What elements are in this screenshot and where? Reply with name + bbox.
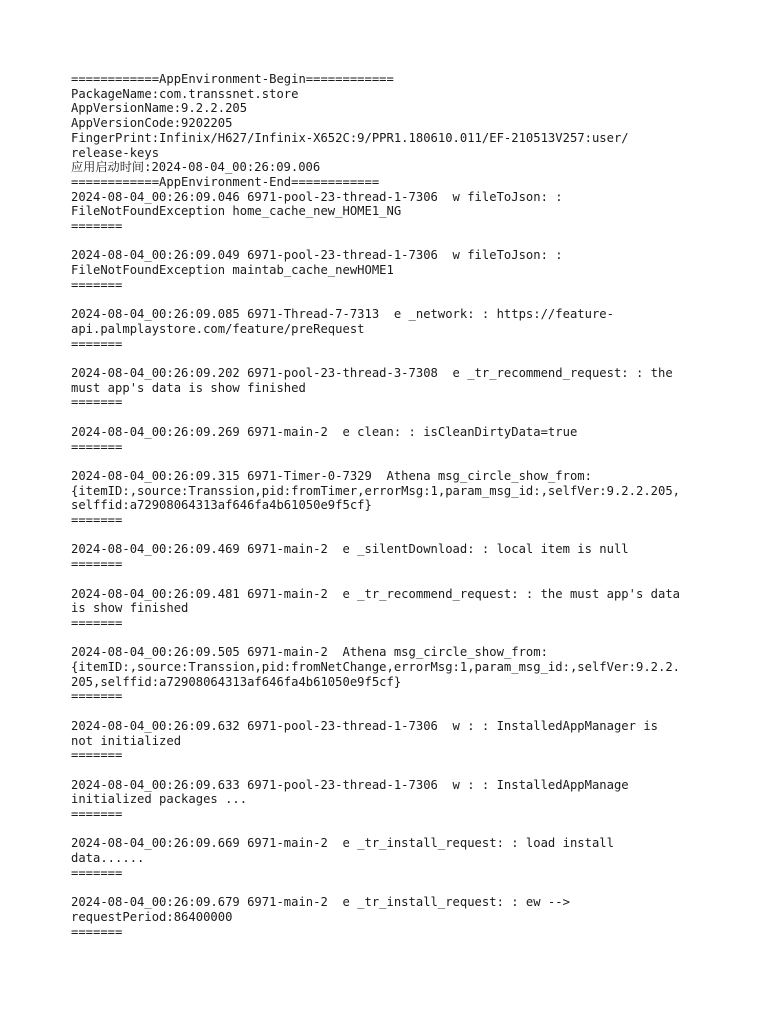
log-line: FingerPrint:Infinix/H627/Infinix-X652C:9/PPR1.180610.011/EF-210513V257:user/: [71, 130, 629, 145]
log-line: =======: [71, 219, 123, 234]
log-line: 2024-08-04_00:26:09.505 6971-main-2 Athena msg_circle_show_from:: [71, 645, 548, 660]
log-line: =======: [71, 748, 123, 763]
log-line: PackageName:com.transsnet.store: [71, 86, 299, 101]
log-line: [71, 631, 721, 646]
log-line: 应用启动时间:2024-08-04_00:26:09.006: [71, 160, 321, 175]
log-line: not initialized: [71, 733, 182, 748]
log-line: 2024-08-04_00:26:09.085 6971-Thread-7-7313 e _network: : https://feature-: [71, 307, 614, 322]
log-line: {itemID:,source:Transsion,pid:fromTimer,errorMsg:1,param_msg_id:,selfVer:9.2.2.205,: [71, 483, 681, 498]
log-line: [71, 881, 721, 896]
log-line: 2024-08-04_00:26:09.669 6971-main-2 e _tr_install_request: : load install: [71, 836, 614, 851]
log-line: {itemID:,source:Transsion,pid:fromNetChange,errorMsg:1,param_msg_id:,selfVer:9.2.2.: [71, 660, 681, 674]
log-line: 2024-08-04_00:26:09.679 6971-main-2 e _tr_install_request: : ew -->: [71, 895, 570, 910]
log-text-block: [71, 72, 721, 939]
log-line: =======: [71, 395, 123, 410]
log-line: [71, 528, 721, 543]
log-line: [71, 572, 721, 587]
log-line: ============AppEnvironment-Begin============: [71, 72, 394, 86]
log-line: api.palmplaystore.com/feature/preRequest: [71, 321, 365, 336]
log-line: selffid:a72908064313af646fa4b61050e9f5cf}: [71, 498, 372, 513]
log-line: ============AppEnvironment-End============: [71, 174, 380, 189]
log-line: 2024-08-04_00:26:09.049 6971-pool-23-thread-1-7306 w fileToJson: :: [71, 248, 563, 263]
log-line: =======: [71, 615, 123, 630]
log-line: must app's data is show finished: [71, 380, 306, 395]
log-line: 2024-08-04_00:26:09.269 6971-main-2 e clean: : isCleanDirtyData=true: [71, 424, 578, 439]
log-line: =======: [71, 557, 123, 572]
log-line: [71, 351, 721, 366]
log-line: 2024-08-04_00:26:09.046 6971-pool-23-thread-1-7306 w fileToJson: :: [71, 189, 563, 204]
log-line: requestPeriod:86400000: [71, 909, 233, 924]
log-line: =======: [71, 689, 123, 704]
log-line: release-keys: [71, 145, 160, 160]
log-line: initialized packages ...: [71, 792, 248, 807]
log-line: 2024-08-04_00:26:09.481 6971-main-2 e _tr_recommend_request: : the must app's data: [71, 586, 681, 601]
log-line: [71, 704, 721, 719]
log-line: [71, 410, 721, 425]
log-line: 2024-08-04_00:26:09.315 6971-Timer-0-7329 Athena msg_circle_show_from:: [71, 468, 592, 483]
log-line: =======: [71, 865, 123, 880]
log-line: 205,selffid:a72908064313af646fa4b61050e9f5cf}: [71, 674, 402, 689]
log-line: 2024-08-04_00:26:09.202 6971-pool-23-thread-3-7308 e _tr_recommend_request: : the: [71, 366, 673, 381]
log-line: =======: [71, 277, 123, 292]
log-line: [71, 293, 721, 308]
log-line: is show finished: [71, 601, 189, 616]
log-line: AppVersionCode:9202205: [71, 116, 233, 131]
log-line: [71, 763, 721, 778]
log-line: 2024-08-04_00:26:09.632 6971-pool-23-thread-1-7306 w : : InstalledAppManager is: [71, 718, 658, 733]
log-line: [71, 234, 721, 249]
log-line: =======: [71, 513, 123, 528]
log-line: FileNotFoundException home_cache_new_HOME1_NG: [71, 204, 402, 219]
log-line: =======: [71, 807, 123, 821]
log-line: 2024-08-04_00:26:09.469 6971-main-2 e _silentDownload: : local item is null: [71, 542, 629, 557]
log-line: FileNotFoundException maintab_cache_newHOME1: [71, 263, 394, 278]
log-line: [71, 454, 721, 469]
log-line: AppVersionName:9.2.2.205: [71, 101, 248, 116]
log-line: =======: [71, 336, 123, 351]
log-line: =======: [71, 924, 123, 939]
log-line: data......: [71, 851, 145, 866]
log-line: =======: [71, 439, 123, 454]
log-line: 2024-08-04_00:26:09.633 6971-pool-23-thread-1-7306 w : : InstalledAppManage: [71, 777, 629, 792]
log-line: [71, 822, 721, 837]
